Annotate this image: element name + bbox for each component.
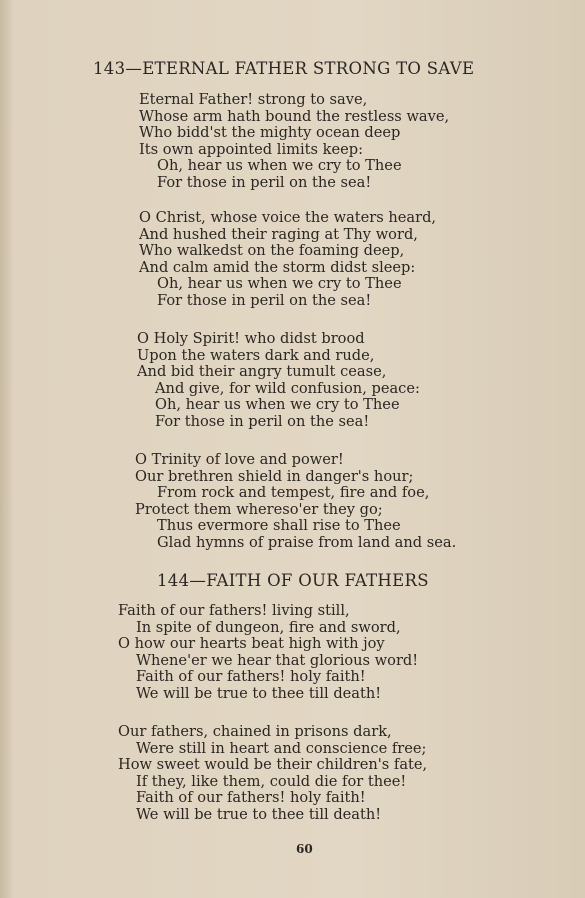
verse-line: Who walkedst on the foaming deep,: [139, 242, 405, 260]
hymn-143-verse-2: [139, 210, 436, 310]
hymn-144-title: 144—FAITH OF OUR FATHERS: [157, 571, 429, 590]
verse-line: Glad hymns of praise from land and sea.: [157, 533, 457, 551]
verse-line: Faith of our fathers! holy faith!: [136, 668, 366, 686]
verse-line: Eternal Father! strong to save,: [139, 91, 368, 108]
verse-line: For those in peril on the sea!: [157, 173, 372, 191]
hymn-144-verse-1: [118, 603, 418, 703]
verse-line: We will be true to thee till death!: [136, 805, 382, 823]
verse-line: Our brethren shield in danger's hour;: [135, 467, 414, 485]
verse-line: Thus evermore shall rise to Thee: [157, 517, 401, 535]
verse-line: For those in peril on the sea!: [157, 291, 372, 309]
verse-line: Protect them whereso'er they go;: [135, 500, 383, 518]
verse-line: Faith of our fathers! holy faith!: [136, 789, 366, 807]
verse-line: Its own appointed limits keep:: [139, 140, 364, 158]
verse-line: Oh, hear us when we cry to Thee: [155, 396, 400, 414]
verse-line: O Trinity of love and power!: [135, 451, 344, 468]
page-number: 60: [296, 842, 313, 856]
hymn-143-verse-4: [135, 452, 456, 552]
verse-line: And give, for wild confusion, peace:: [155, 379, 420, 397]
verse-line: Were still in heart and conscience free;: [136, 739, 427, 757]
verse-line: Whene'er we hear that glorious word!: [136, 651, 419, 669]
verse-line: And calm amid the storm didst sleep:: [139, 258, 416, 276]
verse-line: How sweet would be their children's fate,: [118, 756, 428, 774]
verse-line: O Christ, whose voice the waters heard,: [139, 209, 437, 226]
verse-line: Our fathers, chained in prisons dark,: [118, 723, 392, 740]
verse-line: If they, like them, could die for thee!: [136, 772, 407, 790]
verse-line: For those in peril on the sea!: [155, 412, 370, 430]
verse-line: O how our hearts beat high with joy: [118, 635, 385, 653]
verse-line: O Holy Spirit! who didst brood: [137, 330, 365, 347]
hymn-143-verse-3: [137, 331, 420, 431]
verse-line: In spite of dungeon, fire and sword,: [136, 618, 401, 636]
verse-line: And bid their angry tumult cease,: [137, 363, 387, 381]
verse-line: Faith of our fathers! living still,: [118, 602, 350, 619]
verse-line: Upon the waters dark and rude,: [137, 346, 375, 364]
verse-line: Whose arm hath bound the restless wave,: [139, 107, 450, 125]
verse-line: We will be true to thee till death!: [136, 684, 382, 702]
verse-line: Oh, hear us when we cry to Thee: [157, 157, 402, 175]
verse-line: From rock and tempest, fire and foe,: [157, 484, 430, 502]
hymn-143-title: 143—ETERNAL FATHER STRONG TO SAVE: [93, 59, 475, 78]
verse-line: Oh, hear us when we cry to Thee: [157, 275, 402, 293]
hymn-143-verse-1: [139, 92, 449, 192]
hymn-144-verse-2: [118, 724, 427, 824]
verse-line: And hushed their raging at Thy word,: [139, 225, 418, 243]
verse-line: Who bidd'st the mighty ocean deep: [139, 124, 401, 142]
